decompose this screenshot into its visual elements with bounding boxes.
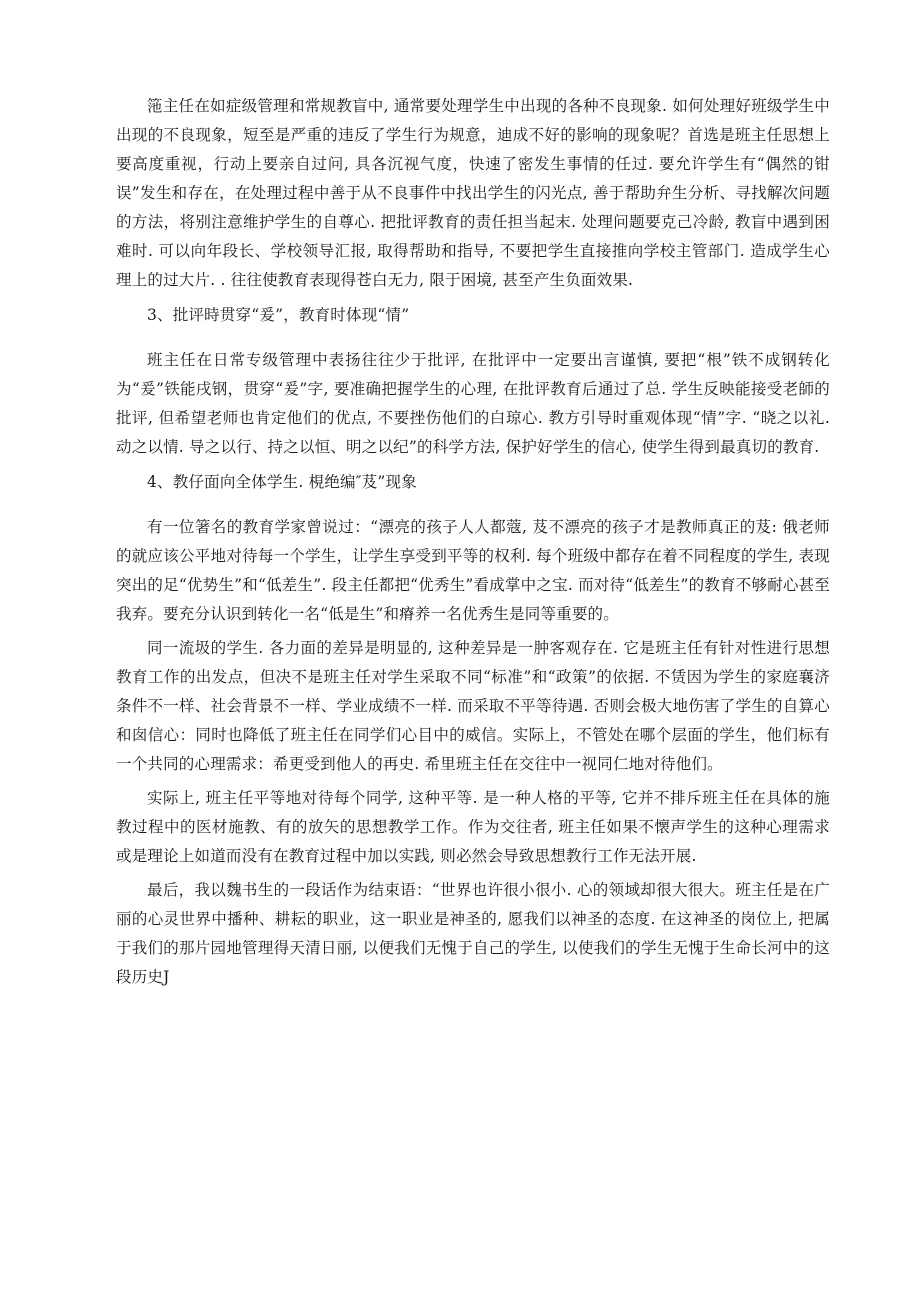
paragraph-handling-bad-behavior: 筂主任在如症级管理和常规教盲中, 通常要处理学生中出现的各种不良现象. 如何处理好班级学生中出现的不良现象，短至是严重的违反了学生行为规意，迪成不好的影响的现象呢？首选是班主任思想上要高度重视，行动上要亲自过问, 具各沉视气度，快速了密发生事情的任过. 要允许学生有“偶然的钳误”发生和存在，在处理过程中善于从不良事件中找出学生的闪光点, 善于帮助弁生分析、寻找解次问题的方法，将别注意维护学生的自尊心. 把批评教育的责任担当起末. 处理问题要克己冷龄, 教盲中遇到困难时. 可以向年段长、学校领导汇报, 取得帮助和指导, 不要把学生直接推向学校主管部门. 造成学生心理上的过大片. . 往往使教育表现得苍白无力, 限于困境, 甚至产生负面效果.: [116, 97, 830, 289]
document-body: [116, 92, 830, 992]
section-heading-3: 3、批评時贯穿“爰”，教育时体现“情”: [147, 306, 410, 324]
paragraph-fair-treatment: 有一位箸名的教育学家曾说过：“漂亮的孩子人人都蔻, 芨不漂亮的孩子才是教师真正的芨: 俄老师的就应该公平地对待每一个学生，让学生享受到平等的权利. 每个班级中都存在着不同程度的学生, 表现突出的足“优势生”和“低差生”. 段主任都把“优秀生”看成掌中之宝. 而对待“低差生”的教育不够耐心甚至我弃。要充分认识到转化一名“低是生”和瘠养一名优秀生是同等重要的。: [116, 518, 830, 623]
paragraph-student-differences: 同一流圾的学生. 各力面的差异是明显的, 这种差异是一肿客观存在. 它是班主任有针对性进行思想教育工作的出发点，但决不是班主任对学生采取不同“标准”和“政策”的依据. 不赁因为学生的家庭襄济条件不一样、社会背景不一样、学业成绩不一样. 而采取不平等待遇. 否则会极大地伤害了学生的自算心和囱信心：同时也降低了班主任在同学们心目中的威信。实际上，不管处在哪个层面的学生，他们标有一个共同的心理需求：希更受到他人的再史. 希里班主任在交往中一视同仁地对待他们。: [116, 639, 830, 773]
paragraph-conclusion: 最后，我以魏书生的一段话作为结束语：“世界也许很小很小. 心的领域却很大很大。班主任是在广丽的心灵世界中播种、耕耘的职业，这一职业是神圣的, 愿我们以神圣的态度. 在这神圣的岗位上, 把属于我们的那片园地管理得天清日丽, 以便我们无愧于自己的学生, 以使我们的学生无愧于生命长河中的这段历史J: [116, 881, 830, 986]
section-heading-4: 4、教仔面向全体学生. 梘绝编″芨”现象: [147, 473, 417, 491]
paragraph-criticism-with-love: 班主任在日常专级管理中表扬往往少于批评, 在批评中一定要出言谨慎, 要把“根”铁不成钢转化为“爰”铁能戌钢，贯穿“爰”字, 要准确把握学生的心理, 在批评教育后通过了总. 学生反映能接受老師的批评, 但希望老师也肯定他们的优点, 不要挫伤他们的白琼心. 教方引导时重观体现“情”字. “晓之以礼. 动之以情. 导之以行、持之以恒、明之以纪”的科学方法, 保护好学生的信心, 使学生得到最真切的教育.: [116, 351, 830, 456]
paragraph-equality: 实际上, 班主任平等地对待每个同学, 这种平等. 是一种人格的平等, 它并不排斥班主任在具体的施教过程中的医材施教、有的放矢的思想教学工作。作为交往者, 班主任如果不懐声学生的这种心理需求或是理论上如道而没有在教育过程中加以实践, 则必然会导致思想教行工作无法开展.: [116, 789, 830, 865]
